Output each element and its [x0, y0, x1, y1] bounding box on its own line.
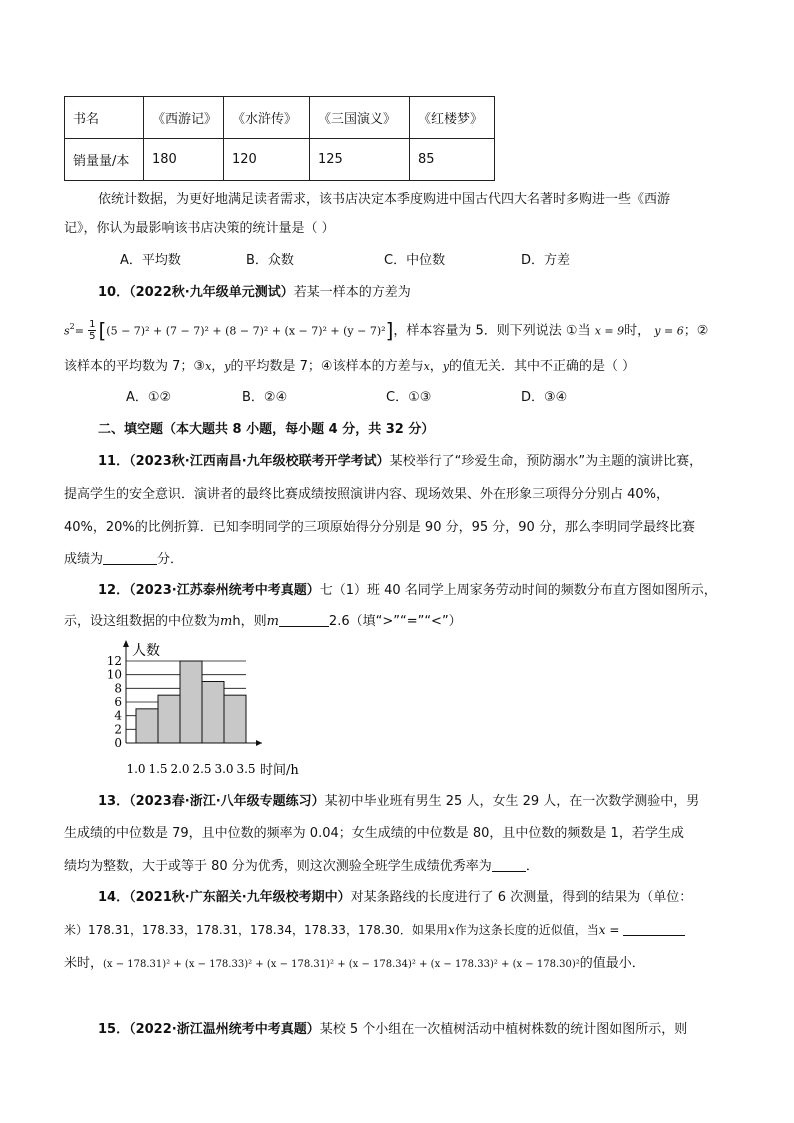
histogram-bar: [158, 695, 180, 743]
fraction-one-fifth: $\frac{1}{5}$: [89, 319, 96, 343]
y-tick-label: 12: [106, 654, 122, 668]
question-number: 13．: [98, 794, 130, 809]
q10-option-c: C．①③: [386, 390, 432, 405]
q11-text: 某校举行了“珍爱生命，预防溺水”为主题的演讲比赛，: [389, 454, 703, 469]
answer-blank[interactable]: [279, 612, 329, 627]
histogram-bar: [180, 661, 202, 743]
q10-line3: [64, 358, 635, 376]
q12-text: 七（1）班 40 名同学上周家务劳动时间的频数分布直方图如图所示，: [319, 583, 717, 598]
y-axis-arrow: [123, 640, 129, 647]
histogram-chart: [100, 638, 320, 780]
q11-line2: 提高学生的安全意识．演讲者的最终比赛成绩按照演讲内容、现场效果、外在形象三项得分分别占 40%，: [64, 487, 670, 502]
variable-y: y: [224, 360, 231, 373]
q10-text: ；②: [683, 323, 709, 339]
table-cell: 销量量/本: [65, 139, 144, 181]
q10-option-a: A．①②: [126, 390, 172, 405]
q14-text: 米）178.31，178.33，178.31，178.34，178.33，178.30．如果用: [64, 923, 448, 937]
q12-text: h，则: [232, 614, 267, 629]
q11-line3: 40%，20%的比例折算．已知李明同学的三项原始得分分别是 90 分，95 分，90 分，那么李明同学最终比赛: [64, 520, 695, 535]
question-number: 15．: [98, 1022, 130, 1037]
table-row-data: [65, 139, 495, 181]
question-source: （2023秋·江西南昌·九年级校联考开学考试）: [129, 454, 390, 469]
separator: ，: [429, 359, 443, 374]
q12-line2: [64, 612, 462, 631]
variance-formula: (5 − 7)² + (7 − 7)² + (8 − 7)² + (x − 7)² + (y − 7)²: [106, 324, 386, 338]
q13-text: ．: [525, 859, 539, 874]
variance-symbol: s: [64, 324, 70, 338]
y-tick-label: 10: [106, 667, 122, 682]
histogram-bar: [202, 682, 224, 744]
variable-y: y: [442, 360, 450, 373]
table-cell: 125: [310, 139, 410, 181]
x-tick-label: 2.0: [170, 762, 190, 776]
q14-line3: [64, 955, 645, 974]
q10-option-b: B．②④: [242, 390, 288, 405]
x-axis-arrow: [256, 740, 262, 746]
x-axis-label: 时间/h: [260, 763, 299, 778]
y-tick-label: 6: [114, 695, 122, 709]
question-source: （2022秋·九年级单元测试）: [129, 285, 294, 300]
question-source: （2023·江苏泰州统考中考真题）: [129, 583, 320, 598]
q9-text-line1: 依统计数据，为更好地满足读者需求，该书店决定本季度购进中国古代四大名著时多购进一些《西游: [98, 192, 671, 207]
table-cell: 《红楼梦》: [410, 97, 495, 139]
y-axis-label: 人数: [132, 643, 160, 659]
q14-line2: [64, 921, 685, 939]
q11-text: 成绩为: [64, 552, 104, 567]
q13-text: 绩均为整数，大于或等于 80 分为优秀，则这次测验全班学生成绩优秀率为: [64, 859, 492, 874]
q13-line3: [64, 857, 539, 876]
y-tick-label: 0: [114, 736, 122, 750]
table-cell: 《西游记》: [144, 97, 224, 139]
question-number: 12．: [98, 583, 130, 598]
condition-y: y = 6: [654, 324, 684, 338]
variable-m: m: [266, 614, 279, 629]
histogram-bar: [224, 695, 246, 743]
q12-text: 示，设这组数据的中位数为: [64, 614, 221, 629]
q11-line1: [98, 453, 702, 471]
separator: ，: [211, 359, 225, 374]
question-number: 14．: [98, 890, 130, 905]
table-row-header: [65, 97, 495, 139]
q14-line1: [98, 889, 692, 907]
q10-formula-line: $s^2=$ $\frac{1}{5}$ [(5 − 7)² + (7 − 7)² + (8 − 7)² + (x − 7)² + (y − 7)²]，样本容量为 5．则下列说法 ①当 x = 9时， y = 6；②: [64, 318, 709, 343]
q9-option-c: C．中位数: [384, 253, 446, 268]
x-tick-label: 2.5: [192, 762, 212, 776]
table-cell: 180: [144, 139, 224, 181]
q10-text: 的平均数是 7；④该样本的方差与: [230, 359, 424, 374]
q10-option-d: D．③④: [521, 390, 568, 405]
q9-option-d: D．方差: [521, 253, 571, 268]
question-source: （2023春·浙江·八年级专题练习）: [129, 794, 325, 809]
q9-text-line2: 记》，你认为最影响该书店决策的统计量是（ ）: [64, 221, 335, 236]
q14-text: 作为这条长度的近似值，当: [454, 923, 599, 937]
variable-x: x: [205, 360, 212, 373]
q12-line1: [98, 582, 717, 600]
q9-option-a: A．平均数: [120, 253, 181, 268]
histogram-bar: [136, 709, 158, 743]
table-cell: 120: [224, 139, 310, 181]
equals-sign: =: [74, 324, 84, 338]
q13-text: 某初中毕业班有男生 25 人，女生 29 人，在一次数学测验中，男: [324, 794, 700, 809]
q13-line2: 生成绩的中位数是 79，且中位数的频率为 0.04；女生成绩的中位数是 80，且中位数的频数是 1，若学生成: [64, 826, 684, 841]
q9-option-b: B．众数: [246, 253, 294, 268]
table-cell: 《水浒传》: [224, 97, 310, 139]
table-cell: 《三国演义》: [310, 97, 410, 139]
q15-text: 某校 5 个小组在一次植树活动中植树株数的统计图如图所示，则: [319, 1022, 688, 1037]
sales-table: [64, 96, 495, 181]
table-cell: 书名: [65, 97, 144, 139]
condition-x: x = 9: [594, 324, 625, 338]
section-heading: 二、填空题（本大题共 8 小题，每小题 4 分，共 32 分）: [98, 422, 435, 437]
answer-blank[interactable]: [623, 921, 685, 936]
answer-blank[interactable]: [492, 857, 526, 872]
q11-text: 分．: [157, 552, 184, 567]
y-tick-label: 2: [114, 722, 122, 737]
q10-text: 时，: [624, 323, 651, 339]
answer-blank[interactable]: [103, 550, 157, 565]
q10-text: ，样本容量为 5．则下列说法 ①当: [393, 323, 591, 339]
variable-x: x: [423, 360, 430, 373]
x-tick-label: 1.0: [126, 762, 146, 776]
question-number: 11．: [98, 454, 130, 469]
question-source: （2021秋·广东韶关·九年级校考期中）: [129, 890, 351, 905]
variable-x: x: [447, 923, 455, 937]
x-tick-label: 3.0: [214, 762, 234, 776]
variable-x-equals: x =: [598, 923, 620, 937]
q11-line4: [64, 550, 183, 569]
q13-line1: [98, 793, 699, 811]
variable-m: m: [220, 614, 233, 629]
q10-text: 若某一样本的方差为: [293, 285, 411, 300]
y-tick-label: 8: [114, 681, 122, 696]
y-tick-label: 4: [114, 708, 122, 723]
question-source: （2022·浙江温州统考中考真题）: [129, 1022, 320, 1037]
q14-text: 米时，: [64, 956, 104, 971]
q12-text: 2.6（填“>”“=”“<”）: [328, 614, 462, 629]
q14-text: 的值最小．: [579, 956, 645, 971]
q14-text: 对某条路线的长度进行了 6 次测量，得到的结果为（单位：: [350, 890, 693, 905]
question-number: 10．: [98, 285, 130, 300]
q15-line1: [98, 1021, 687, 1039]
sum-of-squares-formula: (x − 178.31)² + (x − 178.33)² + (x − 178.31)² + (x − 178.34)² + (x − 178.33)² + (x − 178.30)²: [103, 959, 580, 970]
x-tick-label: 1.5: [148, 762, 168, 776]
table-cell: 85: [410, 139, 495, 181]
q10-text: 的值无关．其中不正确的是（ ）: [449, 359, 636, 374]
x-tick-label: 3.5: [236, 762, 256, 776]
q10-text: 该样本的平均数为 7；③: [64, 359, 206, 374]
q10-header: [98, 284, 411, 302]
